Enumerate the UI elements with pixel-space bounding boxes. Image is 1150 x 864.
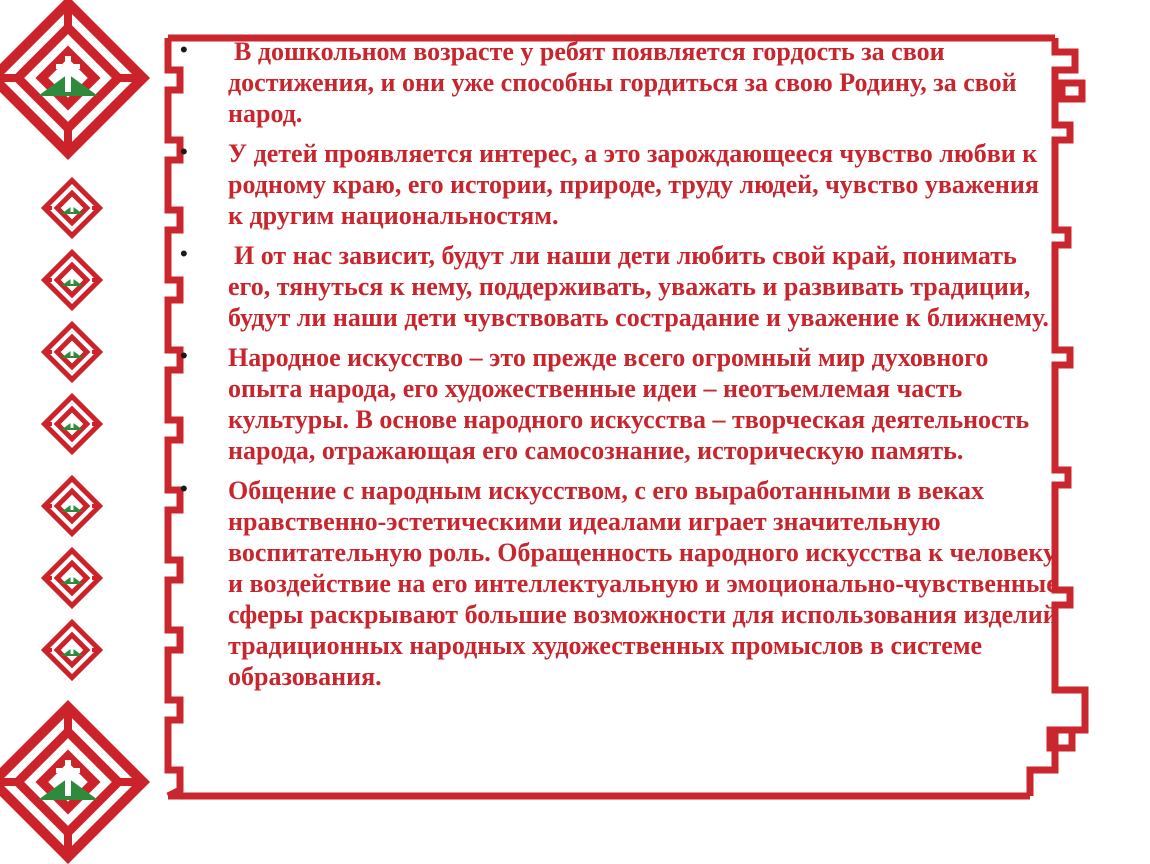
ornament-small-2 (41, 249, 103, 311)
bullet-text: В дошкольном возрасте у ребят появляется гордость за свои достижения, и они уже способны гордиться за свою Родину, за свой народ. (228, 37, 1017, 128)
bullet-text: Общение с народным искусством, с его выработанными в веках нравственно-эстетическими идеалами играет значительную воспитательную роль. Обращенность народного искусства к человеку и воздействие на его интеллектуальную и эмоционально-чувственные сферы раскрывают большие возможности для использования изделий традиционных народных художественных промыслов в системе образования. (228, 476, 1058, 691)
bullet-text: И от нас зависит, будут ли наши дети любить свой край, понимать его, тянуться к нему, поддерживать, уважать и развивать традиции, будут ли наши дети чувствовать сострадание и уважение к ближнему. (228, 241, 1049, 332)
bullet-icon: • (180, 241, 188, 266)
slide-content (180, 36, 1060, 806)
bullet-item-4 (180, 342, 1060, 466)
ornament-small-3 (41, 321, 103, 383)
bullet-icon: • (180, 139, 188, 164)
bullet-item-2 (180, 138, 1060, 231)
bullet-item-1 (180, 36, 1060, 129)
bullet-text: У детей проявляется интерес, а это зарождающееся чувство любви к родному краю, его истории, природе, труду людей, чувство уважения к другим национальностям. (228, 139, 1039, 230)
bullet-text: Народное искусство – это прежде всего огромный мир духовного опыта народа, его художественные идеи – неотъемлемая часть культуры. В основе народного искусства – творческая деятельность народа, отражающая его самосознание, историческую память. (228, 343, 1030, 465)
ornament-top (0, 0, 150, 160)
ornament-small-4 (41, 393, 103, 455)
bullet-list (180, 36, 1060, 692)
bullet-icon: • (180, 37, 188, 62)
bullet-icon: • (180, 476, 188, 501)
ornament-small-6 (41, 547, 103, 609)
ornament-small-5 (41, 475, 103, 537)
bullet-icon: • (180, 343, 188, 368)
ornament-small-7 (41, 619, 103, 681)
bullet-item-5 (180, 475, 1060, 692)
ornament-small-1 (41, 177, 103, 239)
bullet-item-3 (180, 240, 1060, 333)
ornament-column (0, 0, 160, 864)
ornament-bottom (0, 700, 150, 864)
